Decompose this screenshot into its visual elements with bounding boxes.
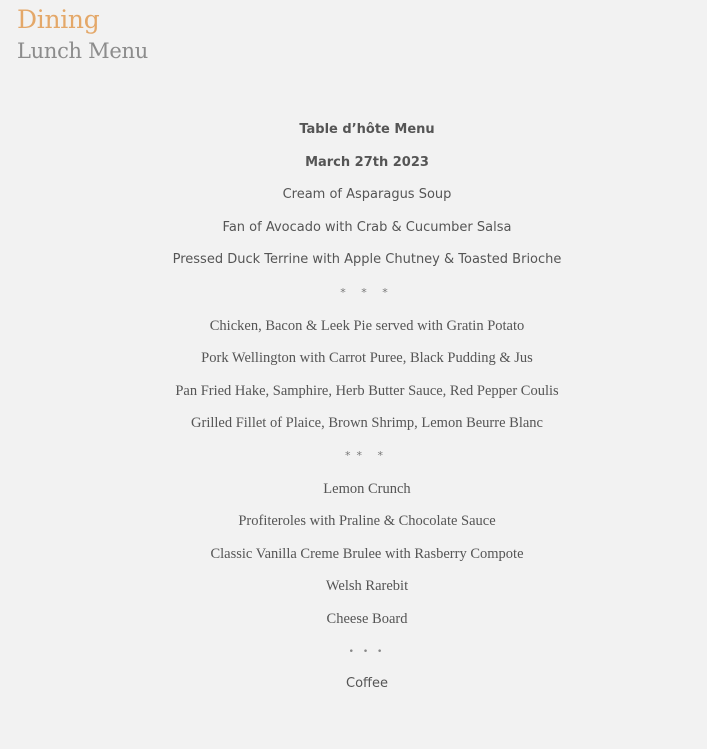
coffee-item: Coffee	[346, 676, 388, 692]
starter-item: Pressed Duck Terrine with Apple Chutney & Toasted Brioche	[172, 252, 562, 268]
menu-date: March 27th 2023	[305, 154, 429, 170]
dessert-item: Profiteroles with Praline & Chocolate Sauce	[238, 513, 496, 530]
main-item: Pan Fried Hake, Samphire, Herb Butter Sauce, Red Pepper Coulis	[175, 382, 559, 399]
dessert-item: Classic Vanilla Creme Brulee with Rasberry Compote	[210, 545, 524, 562]
course-separator: * * *	[340, 285, 394, 299]
dessert-item: Lemon Crunch	[323, 480, 411, 497]
starter-item: Cream of Asparagus Soup	[282, 187, 452, 203]
main-item: Grilled Fillet of Plaice, Brown Shrimp, Lemon Beurre Blanc	[191, 415, 543, 432]
menu-heading: Table d’hôte Menu	[299, 122, 435, 137]
course-separator: • • •	[348, 646, 386, 657]
main-item: Chicken, Bacon & Leek Pie served with Gratin Potato	[209, 317, 525, 334]
section-title: Dining	[17, 5, 100, 34]
starter-item: Fan of Avocado with Crab & Cucumber Salsa	[222, 219, 512, 235]
course-separator: ** *	[345, 448, 389, 462]
page-subtitle: Lunch Menu	[17, 39, 148, 63]
page-header	[17, 4, 148, 66]
main-item: Pork Wellington with Carrot Puree, Black Pudding & Jus	[201, 350, 533, 367]
menu-content	[0, 119, 707, 706]
dessert-item: Cheese Board	[326, 610, 408, 627]
dessert-item: Welsh Rarebit	[325, 578, 409, 595]
